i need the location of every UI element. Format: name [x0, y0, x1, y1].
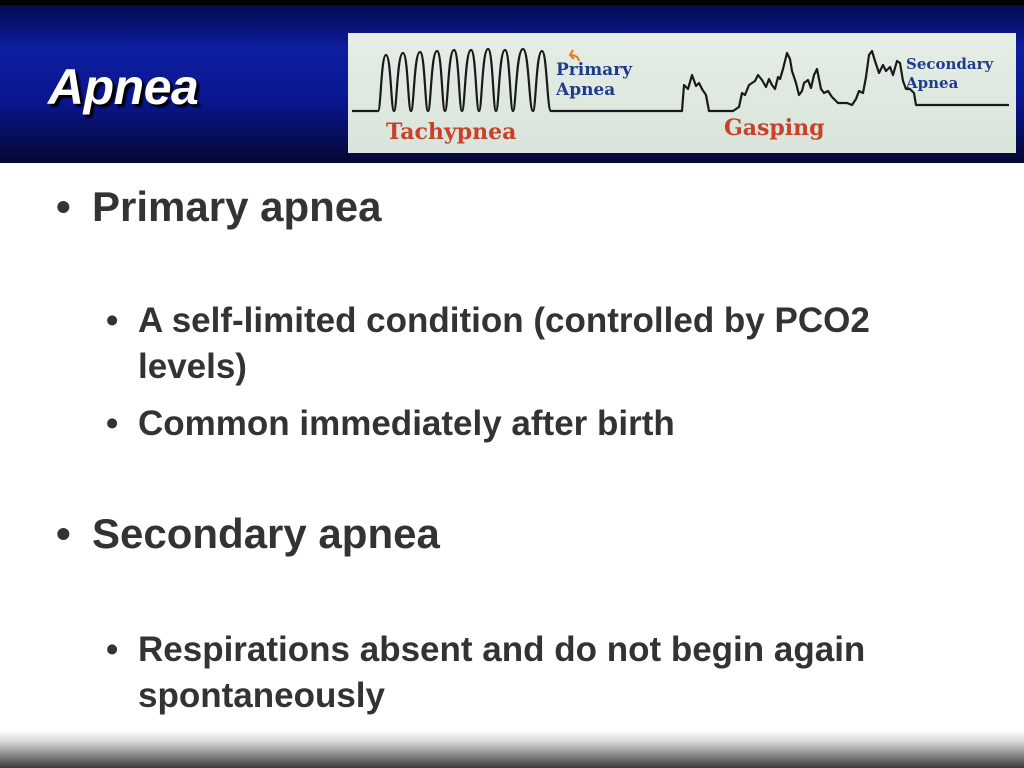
- sub-bullet-dot-icon: •: [106, 301, 119, 340]
- sub-bullet-common-after-birth: [106, 401, 986, 447]
- bullet-dot-icon: •: [56, 183, 71, 230]
- diagram-label-tachypnea: Tachypnea: [386, 119, 517, 145]
- diagram-label-primary-1: Primary: [556, 60, 633, 80]
- bullet-primary-apnea: [56, 183, 382, 231]
- sub-bullet-dot-icon: •: [106, 404, 119, 443]
- respiration-diagram-svg: [348, 33, 1016, 153]
- diagram-label-gasping: Gasping: [724, 115, 825, 141]
- sub-bullet-text: A self-limited condition (controlled by PCO2 levels): [138, 301, 870, 386]
- slide-footer-gradient: [0, 730, 1024, 768]
- slide-header: [0, 0, 1024, 163]
- respiration-diagram: [348, 33, 1016, 153]
- slide-title: Apnea: [48, 59, 199, 115]
- diagram-label-primary-2: Apnea: [556, 80, 616, 100]
- sub-bullet-self-limited: [106, 298, 986, 390]
- sub-bullet-dot-icon: •: [106, 630, 119, 669]
- slide-content: [0, 163, 1024, 730]
- bullet-text: Primary apnea: [92, 183, 382, 230]
- bullet-text: Secondary apnea: [92, 510, 440, 557]
- header-top-line: [0, 0, 1024, 5]
- diagram-label-secondary-1: Secondary: [906, 55, 994, 73]
- bullet-secondary-apnea: [56, 510, 440, 558]
- bullet-dot-icon: •: [56, 510, 71, 557]
- sub-bullet-text: Common immediately after birth: [138, 404, 675, 443]
- sub-bullet-text: Respirations absent and do not begin again spontaneously: [138, 630, 866, 715]
- sub-bullet-respirations-absent: [106, 627, 986, 719]
- diagram-label-secondary-2: Apnea: [906, 74, 959, 92]
